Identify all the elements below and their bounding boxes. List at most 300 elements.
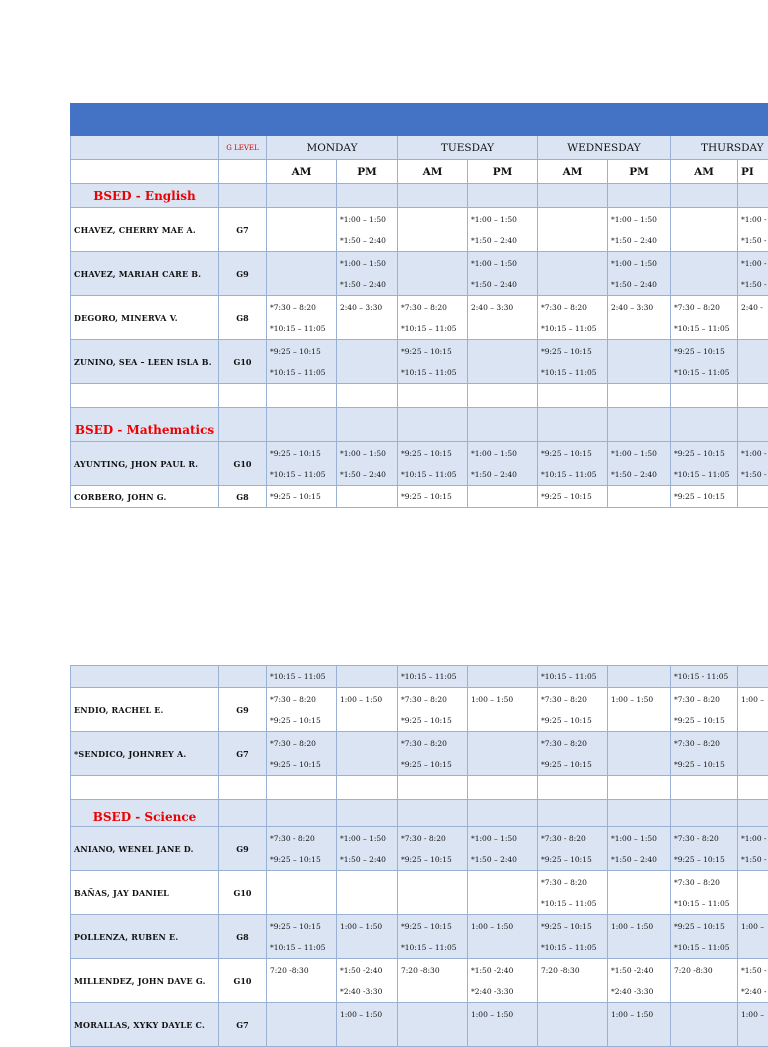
- time-slot: *7:30 – 8:20: [541, 297, 604, 318]
- time-slot: 1:00 – 1:50: [471, 916, 534, 937]
- time-slot: *10:15 – 11:05: [398, 666, 468, 688]
- time-slot: [611, 710, 667, 731]
- time-cell: [398, 340, 468, 384]
- time-slot: *7:30 - 8:20: [541, 828, 604, 849]
- time-slot: 1:00 – 1:50: [611, 916, 667, 937]
- time-slot: [401, 872, 464, 893]
- time-cell: [671, 827, 738, 871]
- time-slot: *10:15 - 11:05: [671, 666, 738, 688]
- day-monday: MONDAY: [267, 136, 398, 160]
- time-cell: [671, 732, 738, 776]
- table-row: [71, 486, 768, 508]
- time-slot: [340, 733, 394, 754]
- time-cell: [538, 732, 608, 776]
- am-header: AM: [671, 160, 738, 184]
- time-cell: [468, 688, 538, 732]
- time-slot: [741, 362, 768, 383]
- time-cell: [398, 732, 468, 776]
- time-cell: [738, 486, 768, 508]
- grade-level: G8: [219, 486, 267, 508]
- time-slot: [340, 1025, 394, 1046]
- time-slot: *10:15 – 11:05: [674, 464, 734, 485]
- table-row: [71, 252, 768, 296]
- time-cell: [608, 486, 671, 508]
- time-slot: [541, 1004, 604, 1025]
- time-cell: [538, 959, 608, 1003]
- time-slot: *10:15 – 11:05: [270, 464, 333, 485]
- time-cell: [398, 296, 468, 340]
- teacher-name: CORBERO, JOHN G.: [71, 486, 219, 508]
- time-cell: [671, 915, 738, 959]
- time-slot: *7:30 – 8:20: [401, 297, 464, 318]
- time-slot: [471, 710, 534, 731]
- time-cell: [337, 1003, 398, 1047]
- time-cell: [671, 871, 738, 915]
- time-slot: [340, 754, 394, 775]
- time-cell: [738, 340, 768, 384]
- time-cell: [608, 442, 671, 486]
- time-cell: [337, 915, 398, 959]
- time-cell: [671, 252, 738, 296]
- time-slot: *7:30 – 8:20: [541, 733, 604, 754]
- time-slot: [541, 253, 604, 274]
- time-slot: [611, 318, 667, 339]
- time-cell: [337, 252, 398, 296]
- time-cell: [468, 959, 538, 1003]
- time-slot: *9:25 – 10:15: [541, 916, 604, 937]
- time-slot: *9:25 – 10:15: [541, 849, 604, 870]
- time-cell: [337, 486, 398, 508]
- time-slot: [611, 937, 667, 958]
- time-slot: [674, 253, 734, 274]
- time-slot: [471, 486, 534, 507]
- time-slot: *1:50 -2:40: [340, 960, 394, 981]
- time-slot: 1:00 – 1:50: [471, 689, 534, 710]
- time-cell: [538, 827, 608, 871]
- time-slot: *9:25 – 10:15: [401, 754, 464, 775]
- time-slot: *1:50 -: [741, 960, 768, 981]
- time-cell: [267, 688, 337, 732]
- time-slot: *7:30 – 8:20: [674, 689, 734, 710]
- time-slot: *9:25 – 10:15: [270, 916, 333, 937]
- time-slot: [741, 1025, 768, 1046]
- time-slot: *9:25 – 10:15: [541, 710, 604, 731]
- time-slot: *7:30 - 8:20: [401, 828, 464, 849]
- time-cell: [267, 252, 337, 296]
- time-slot: *9:25 – 10:15: [674, 849, 734, 870]
- time-slot: [741, 893, 768, 914]
- time-cell: [738, 208, 768, 252]
- time-cell: [738, 827, 768, 871]
- time-slot: *9:25 – 10:15: [270, 341, 333, 362]
- time-slot: *1:50 -2:40: [471, 960, 534, 981]
- time-slot: *2:40 -3:30: [340, 981, 394, 1002]
- time-slot: *2:40 -3:30: [471, 981, 534, 1002]
- time-cell: [398, 486, 468, 508]
- schedule-table-bottom: [70, 665, 768, 1047]
- time-slot: *7:30 - 8:20: [674, 828, 734, 849]
- time-slot: [741, 710, 768, 731]
- time-slot: [270, 274, 333, 295]
- table-row: [71, 959, 768, 1003]
- time-cell: [608, 959, 671, 1003]
- section-english: BSED - English: [71, 184, 219, 208]
- grade-level: G9: [219, 252, 267, 296]
- time-slot: *9:25 – 10:15: [270, 849, 333, 870]
- grade-level: G9: [219, 688, 267, 732]
- grade-level: G10: [219, 442, 267, 486]
- grade-level: G7: [219, 208, 267, 252]
- time-slot: *1:50 – 2:40: [611, 849, 667, 870]
- time-cell: [267, 732, 337, 776]
- time-slot: *1:00 – 1:50: [340, 253, 394, 274]
- time-slot: *1:50 – 2:40: [611, 274, 667, 295]
- time-slot: *9:25 – 10:15: [541, 443, 604, 464]
- time-slot: [471, 893, 534, 914]
- time-slot: 7:20 -8:30: [674, 960, 734, 981]
- time-cell: [608, 208, 671, 252]
- time-slot: *1:50 – 2:40: [340, 230, 394, 251]
- time-slot: *1:00 – 1:50: [340, 209, 394, 230]
- time-slot: [270, 253, 333, 274]
- time-slot: *9:25 – 10:15: [541, 754, 604, 775]
- table-row: [71, 688, 768, 732]
- time-cell: [538, 442, 608, 486]
- table-row: [71, 871, 768, 915]
- table-row: [71, 208, 768, 252]
- time-cell: [738, 732, 768, 776]
- time-slot: [340, 486, 394, 507]
- time-slot: [401, 274, 464, 295]
- section-science: BSED - Science: [71, 800, 219, 827]
- time-slot: *10:15 – 11:05: [270, 318, 333, 339]
- time-slot: *1:50 – 2:40: [340, 464, 394, 485]
- time-slot: [741, 733, 768, 754]
- time-slot: [611, 872, 667, 893]
- time-slot: *1:50 – 2:40: [611, 464, 667, 485]
- time-cell: [738, 296, 768, 340]
- time-slot: [270, 1025, 333, 1046]
- time-cell: [671, 208, 738, 252]
- table-row: [71, 827, 768, 871]
- time-slot: [340, 893, 394, 914]
- time-slot: *10:15 – 11:05: [401, 362, 464, 383]
- time-slot: 1:00 – 1:50: [340, 689, 394, 710]
- time-slot: *1:00 – 1:50: [340, 443, 394, 464]
- time-slot: *10:15 – 11:05: [267, 666, 337, 688]
- time-slot: *1:00 – 1:50: [471, 253, 534, 274]
- time-cell: [608, 688, 671, 732]
- time-slot: [401, 893, 464, 914]
- time-slot: *1:00 – 1:50: [471, 209, 534, 230]
- time-slot: [468, 666, 538, 688]
- time-cell: [671, 959, 738, 1003]
- time-slot: *9:25 – 10:15: [674, 443, 734, 464]
- time-slot: [674, 274, 734, 295]
- time-cell: [267, 827, 337, 871]
- time-cell: [538, 486, 608, 508]
- time-slot: [471, 937, 534, 958]
- time-cell: [398, 827, 468, 871]
- time-slot: *1:00 – 1:50: [611, 253, 667, 274]
- teacher-name: CHAVEZ, MARIAH CARE B.: [71, 252, 219, 296]
- time-cell: [337, 688, 398, 732]
- teacher-name: *SENDICO, JOHNREY A.: [71, 732, 219, 776]
- time-slot: [471, 872, 534, 893]
- time-cell: [608, 871, 671, 915]
- time-cell: [538, 915, 608, 959]
- time-slot: [270, 981, 333, 1002]
- time-slot: [541, 209, 604, 230]
- time-slot: *1:00 -: [741, 209, 768, 230]
- pm-header: PI: [738, 160, 768, 184]
- time-slot: [741, 872, 768, 893]
- time-slot: [340, 362, 394, 383]
- time-slot: *7:30 – 8:20: [541, 872, 604, 893]
- time-slot: [471, 341, 534, 362]
- table-header-bar: [71, 104, 768, 136]
- time-cell: [267, 959, 337, 1003]
- time-cell: [608, 340, 671, 384]
- time-cell: [468, 1003, 538, 1047]
- day-thursday: THURSDAY: [671, 136, 768, 160]
- time-slot: [270, 209, 333, 230]
- time-slot: [340, 937, 394, 958]
- time-slot: [401, 1025, 464, 1046]
- time-slot: [741, 937, 768, 958]
- time-cell: [468, 296, 538, 340]
- time-slot: 2:40 – 3:30: [340, 297, 394, 318]
- time-slot: *9:25 – 10:15: [674, 486, 734, 507]
- time-slot: *9:25 – 10:15: [401, 849, 464, 870]
- time-slot: [471, 754, 534, 775]
- time-slot: *7:30 – 8:20: [674, 872, 734, 893]
- time-slot: [611, 893, 667, 914]
- time-cell: [398, 1003, 468, 1047]
- section-mathematics: BSED - Mathematics: [71, 408, 219, 442]
- time-cell: [337, 827, 398, 871]
- table-row: [71, 666, 768, 688]
- time-cell: [337, 732, 398, 776]
- time-cell: [671, 688, 738, 732]
- day-wednesday: WEDNESDAY: [538, 136, 671, 160]
- time-cell: [738, 871, 768, 915]
- time-slot: *1:00 -: [741, 828, 768, 849]
- time-slot: [741, 754, 768, 775]
- time-slot: *7:30 – 8:20: [270, 297, 333, 318]
- time-slot: [741, 341, 768, 362]
- time-slot: 7:20 -8:30: [270, 960, 333, 981]
- time-slot: *1:00 – 1:50: [611, 443, 667, 464]
- time-slot: *10:15 – 11:05: [541, 893, 604, 914]
- time-cell: [738, 1003, 768, 1047]
- time-slot: *1:50 – 2:40: [471, 849, 534, 870]
- grade-level: G7: [219, 732, 267, 776]
- teacher-name: DEGORO, MINERVA V.: [71, 296, 219, 340]
- time-slot: *9:25 – 10:15: [270, 486, 333, 507]
- time-slot: *10:15 – 11:05: [270, 937, 333, 958]
- teacher-name: MORALLAS, XYKY DAYLE C.: [71, 1003, 219, 1047]
- pm-header: PM: [337, 160, 398, 184]
- time-slot: *9:25 – 10:15: [541, 486, 604, 507]
- time-slot: *10:15 – 11:05: [401, 937, 464, 958]
- time-cell: [468, 442, 538, 486]
- time-slot: 1:00 – 1:50: [611, 689, 667, 710]
- time-cell: [671, 442, 738, 486]
- time-slot: [608, 666, 671, 688]
- time-slot: *9:25 – 10:15: [270, 710, 333, 731]
- time-slot: *1:50 – 2:40: [340, 274, 394, 295]
- time-slot: *10:15 – 11:05: [538, 666, 608, 688]
- time-slot: *10:15 – 11:05: [674, 937, 734, 958]
- time-slot: *9:25 – 10:15: [674, 341, 734, 362]
- time-slot: [401, 981, 464, 1002]
- am-header: AM: [267, 160, 337, 184]
- time-cell: [608, 1003, 671, 1047]
- grade-level: G8: [219, 915, 267, 959]
- time-slot: [340, 341, 394, 362]
- time-slot: *1:00 – 1:50: [611, 828, 667, 849]
- time-slot: *1:50 -: [741, 230, 768, 251]
- time-slot: *1:50 -: [741, 274, 768, 295]
- time-cell: [538, 871, 608, 915]
- time-cell: [468, 827, 538, 871]
- time-cell: [398, 688, 468, 732]
- time-slot: *7:30 – 8:20: [401, 733, 464, 754]
- time-slot: [340, 710, 394, 731]
- time-slot: [471, 362, 534, 383]
- time-cell: [468, 915, 538, 959]
- grade-level: G10: [219, 340, 267, 384]
- time-slot: *9:25 – 10:15: [401, 916, 464, 937]
- time-cell: [398, 959, 468, 1003]
- time-slot: [471, 318, 534, 339]
- time-cell: [738, 252, 768, 296]
- table-row: [71, 1003, 768, 1047]
- grade-level: G10: [219, 871, 267, 915]
- table-row: [71, 340, 768, 384]
- time-cell: [468, 340, 538, 384]
- time-slot: *1:50 -: [741, 464, 768, 485]
- time-cell: [267, 1003, 337, 1047]
- time-cell: [337, 208, 398, 252]
- time-slot: *1:50 – 2:40: [471, 274, 534, 295]
- time-slot: [611, 733, 667, 754]
- time-slot: *1:00 – 1:50: [471, 443, 534, 464]
- time-slot: *10:15 – 11:05: [401, 318, 464, 339]
- time-slot: *1:50 – 2:40: [471, 230, 534, 251]
- time-cell: [398, 208, 468, 252]
- time-slot: [674, 209, 734, 230]
- time-cell: [468, 871, 538, 915]
- time-slot: *9:25 – 10:15: [401, 710, 464, 731]
- teacher-name: ANIANO, WENEL JANE D.: [71, 827, 219, 871]
- time-cell: [738, 959, 768, 1003]
- time-slot: *1:50 -2:40: [611, 960, 667, 981]
- time-cell: [337, 442, 398, 486]
- time-slot: *1:00 -: [741, 443, 768, 464]
- time-cell: [738, 442, 768, 486]
- time-slot: *7:30 – 8:20: [674, 733, 734, 754]
- time-slot: 7:20 -8:30: [401, 960, 464, 981]
- time-slot: 2:40 -: [741, 297, 768, 318]
- teacher-name: POLLENZA, RUBEN E.: [71, 915, 219, 959]
- time-cell: [398, 442, 468, 486]
- time-slot: *9:25 – 10:15: [674, 754, 734, 775]
- time-slot: [541, 274, 604, 295]
- time-slot: *9:25 – 10:15: [401, 486, 464, 507]
- time-slot: *10:15 – 11:05: [674, 318, 734, 339]
- time-slot: [270, 893, 333, 914]
- teacher-name: BAÑAS, JAY DANIEL: [71, 871, 219, 915]
- time-cell: [267, 915, 337, 959]
- time-slot: [611, 362, 667, 383]
- time-slot: *10:15 – 11:05: [541, 362, 604, 383]
- time-cell: [337, 296, 398, 340]
- time-slot: [611, 1025, 667, 1046]
- time-cell: [608, 915, 671, 959]
- time-cell: [538, 252, 608, 296]
- time-slot: *7:30 – 8:20: [674, 297, 734, 318]
- time-cell: [267, 871, 337, 915]
- time-slot: *9:25 – 10:15: [541, 341, 604, 362]
- time-slot: [741, 318, 768, 339]
- time-slot: *2:40 -3:30: [611, 981, 667, 1002]
- time-cell: [671, 1003, 738, 1047]
- time-slot: *9:25 – 10:15: [401, 443, 464, 464]
- glevel-header: G LEVEL: [219, 136, 267, 160]
- time-slot: [270, 872, 333, 893]
- time-slot: *7:30 - 8:20: [270, 828, 333, 849]
- time-slot: *1:50 – 2:40: [340, 849, 394, 870]
- time-cell: [468, 732, 538, 776]
- time-cell: [671, 296, 738, 340]
- time-cell: [538, 340, 608, 384]
- time-slot: [401, 230, 464, 251]
- time-slot: [611, 341, 667, 362]
- time-cell: [468, 252, 538, 296]
- time-slot: *10:15 – 11:05: [270, 362, 333, 383]
- time-slot: [611, 754, 667, 775]
- time-slot: *1:50 – 2:40: [471, 464, 534, 485]
- table-row: [71, 732, 768, 776]
- time-cell: [538, 296, 608, 340]
- teacher-name: ZUNINO, SEA – LEEN ISLA B.: [71, 340, 219, 384]
- time-slot: [674, 981, 734, 1002]
- time-slot: [541, 981, 604, 1002]
- time-slot: *1:50 – 2:40: [611, 230, 667, 251]
- time-slot: *7:30 – 8:20: [270, 689, 333, 710]
- time-slot: 2:40 – 3:30: [611, 297, 667, 318]
- time-cell: [738, 688, 768, 732]
- pm-header: PM: [608, 160, 671, 184]
- teacher-name: ENDIO, RACHEL E.: [71, 688, 219, 732]
- time-slot: [674, 1004, 734, 1025]
- time-slot: *10:15 – 11:05: [541, 464, 604, 485]
- time-slot: [471, 1025, 534, 1046]
- time-slot: [541, 230, 604, 251]
- teacher-name: CHAVEZ, CHERRY MAE A.: [71, 208, 219, 252]
- time-slot: *1:00 – 1:50: [611, 209, 667, 230]
- am-header: AM: [398, 160, 468, 184]
- time-slot: [611, 486, 667, 507]
- table-row: [71, 296, 768, 340]
- time-cell: [468, 208, 538, 252]
- time-slot: 1:00 –: [741, 1004, 768, 1025]
- time-slot: 7:20 -8:30: [541, 960, 604, 981]
- time-cell: [608, 296, 671, 340]
- time-slot: [401, 209, 464, 230]
